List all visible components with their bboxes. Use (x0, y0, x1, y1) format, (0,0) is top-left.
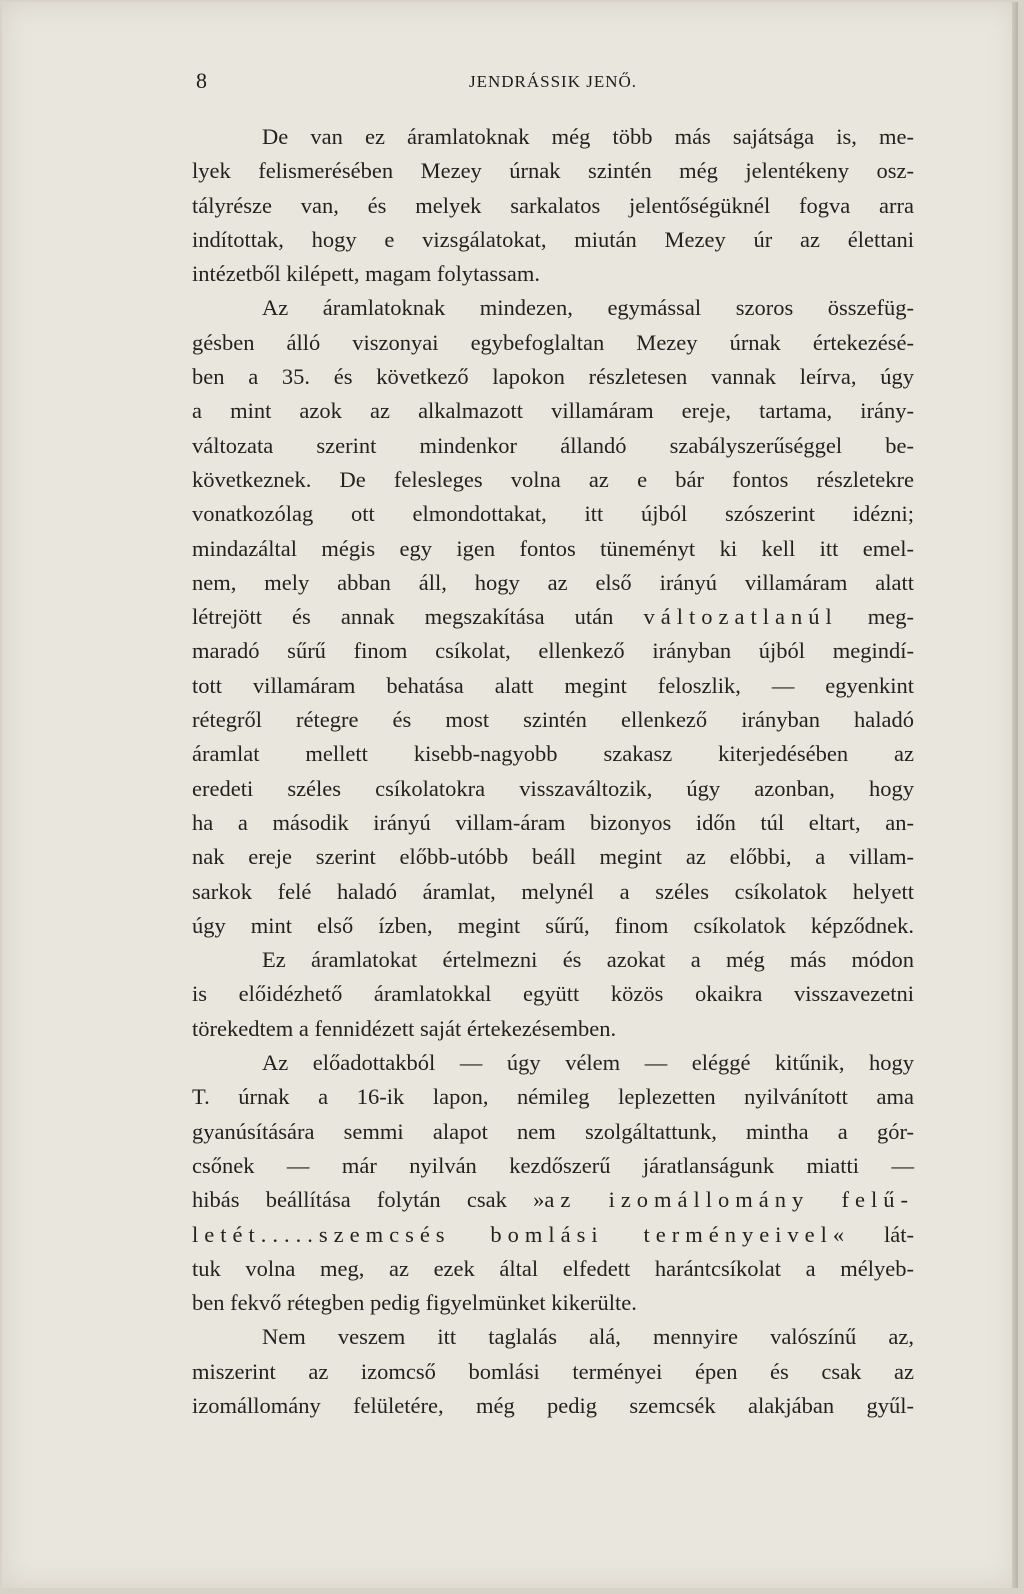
text-line: gésben álló viszonyai egybefoglaltan Mezey úrnak értekezésé- (192, 329, 914, 355)
running-head: JENDRÁSSIK JENŐ. (468, 72, 638, 91)
text-line: De van ez áramlatoknak még több más sajátsága is, me- (262, 124, 914, 149)
page-header (192, 68, 914, 98)
text-line: úgy mint első ízben, megint sűrű, finom csíkolatok képződnek. (192, 912, 914, 938)
text-line: csőnek — már nyilván kezdőszerű járatlanságunk miatti — (192, 1152, 914, 1178)
text-line: intézetből kilépett, magam folytassam. (192, 261, 541, 287)
text-segment: létrejött és annak megszakítása után (192, 604, 614, 630)
spaced-emphasis: változatlanúl (643, 604, 838, 630)
text-line: is előidézhető áramlatokkal együtt közös okaikra visszavezetni (192, 981, 914, 1007)
text-line: izomállomány felületére, még pedig szemcsék alakjában gyűl- (192, 1392, 914, 1418)
text-line: maradó sűrű finom csíkolat, ellenkező irányban újból megindí- (192, 638, 914, 664)
text-line: sarkok felé haladó áramlat, melynél a széles csíkolatok helyett (192, 878, 914, 904)
text-line: Az előadottakból — úgy vélem — eléggé kitűnik, hogy (262, 1050, 914, 1076)
text-line: Nem veszem itt taglalás alá, mennyire valószínű az, (262, 1324, 914, 1350)
text-line: áramlat mellett kisebb-nagyobb szakasz kiterjedésében az (192, 741, 914, 767)
text-line: miszerint az izomcső bomlási terményei épen és csak az (192, 1358, 914, 1384)
text-line: gyanúsítására semmi alapot nem szolgáltattunk, mintha a gór- (192, 1118, 914, 1144)
text-segment: lát- (884, 1221, 915, 1247)
text-line: változata szerint mindenkor állandó szabályszerűséggel be- (192, 432, 914, 458)
text-line: törekedtem a fennidézett saját értekezésemben. (192, 1015, 617, 1041)
text-line: tályrésze van, és melyek sarkalatos jelentőségüknél fogva arra (192, 192, 914, 218)
text-line: tuk volna meg, az ezek által elfedett harántcsíkolat a mélyeb- (192, 1255, 914, 1281)
text-line: Az áramlatoknak mindezen, egymással szoros összefüg- (262, 295, 914, 321)
text-line: ben fekvő rétegben pedig figyelmünket kikerülte. (192, 1290, 637, 1316)
text-line: T. úrnak a 16-ik lapon, némileg leplezetten nyilvánított ama (192, 1084, 914, 1110)
text-line: vonatkozólag ott elmondottakat, itt újból szószerint idézni; (192, 501, 914, 527)
text-line (192, 1218, 914, 1252)
text-line (192, 1183, 914, 1217)
text-line: lyek felismerésében Mezey úrnak szintén még jelentékeny osz- (192, 158, 914, 184)
book-page (2, 2, 1018, 1588)
body-text (192, 120, 914, 1423)
text-line: nak ereje szerint előbb-utóbb beáll megint az előbbi, a villam- (192, 844, 914, 870)
text-line: indítottak, hogy e vizsgálatokat, miután Mezey úr az élettani (192, 226, 914, 252)
text-line: ha a második irányú villam-áram bizonyos időn túl eltart, an- (192, 809, 914, 835)
text-line: rétegről rétegre és most szintén ellenkező irányban haladó (192, 707, 914, 733)
text-line: eredeti széles csíkolatokra visszaváltozik, úgy azonban, hogy (192, 775, 914, 801)
text-line: mindazáltal mégis egy igen fontos tüneményt ki kell itt emel- (192, 535, 914, 561)
spaced-emphasis: letét.....szemcsés bomlási terményeivel« (192, 1221, 851, 1247)
text-line: ben a 35. és következő lapokon részletesen vannak leírva, úgy (192, 364, 914, 390)
text-line: tott villamáram behatása alatt megint feloszlik, — egyenkint (192, 672, 914, 698)
page-edge-shadow (1012, 2, 1018, 1588)
text-line (192, 600, 914, 634)
text-line: következnek. De felesleges volna az e bár fontos részletekre (192, 466, 914, 492)
spaced-emphasis: az izomállomány felű- (544, 1187, 914, 1213)
text-line: Ez áramlatokat értelmezni és azokat a még más módon (262, 947, 914, 973)
text-line: nem, mely abban áll, hogy az első irányú villamáram alatt (192, 569, 914, 595)
page-number: 8 (196, 68, 207, 93)
text-segment: hibás beállítása folytán csak » (192, 1187, 545, 1213)
text-segment: meg- (867, 604, 915, 630)
text-line: a mint azok az alkalmazott villamáram ereje, tartama, irány- (192, 398, 914, 424)
